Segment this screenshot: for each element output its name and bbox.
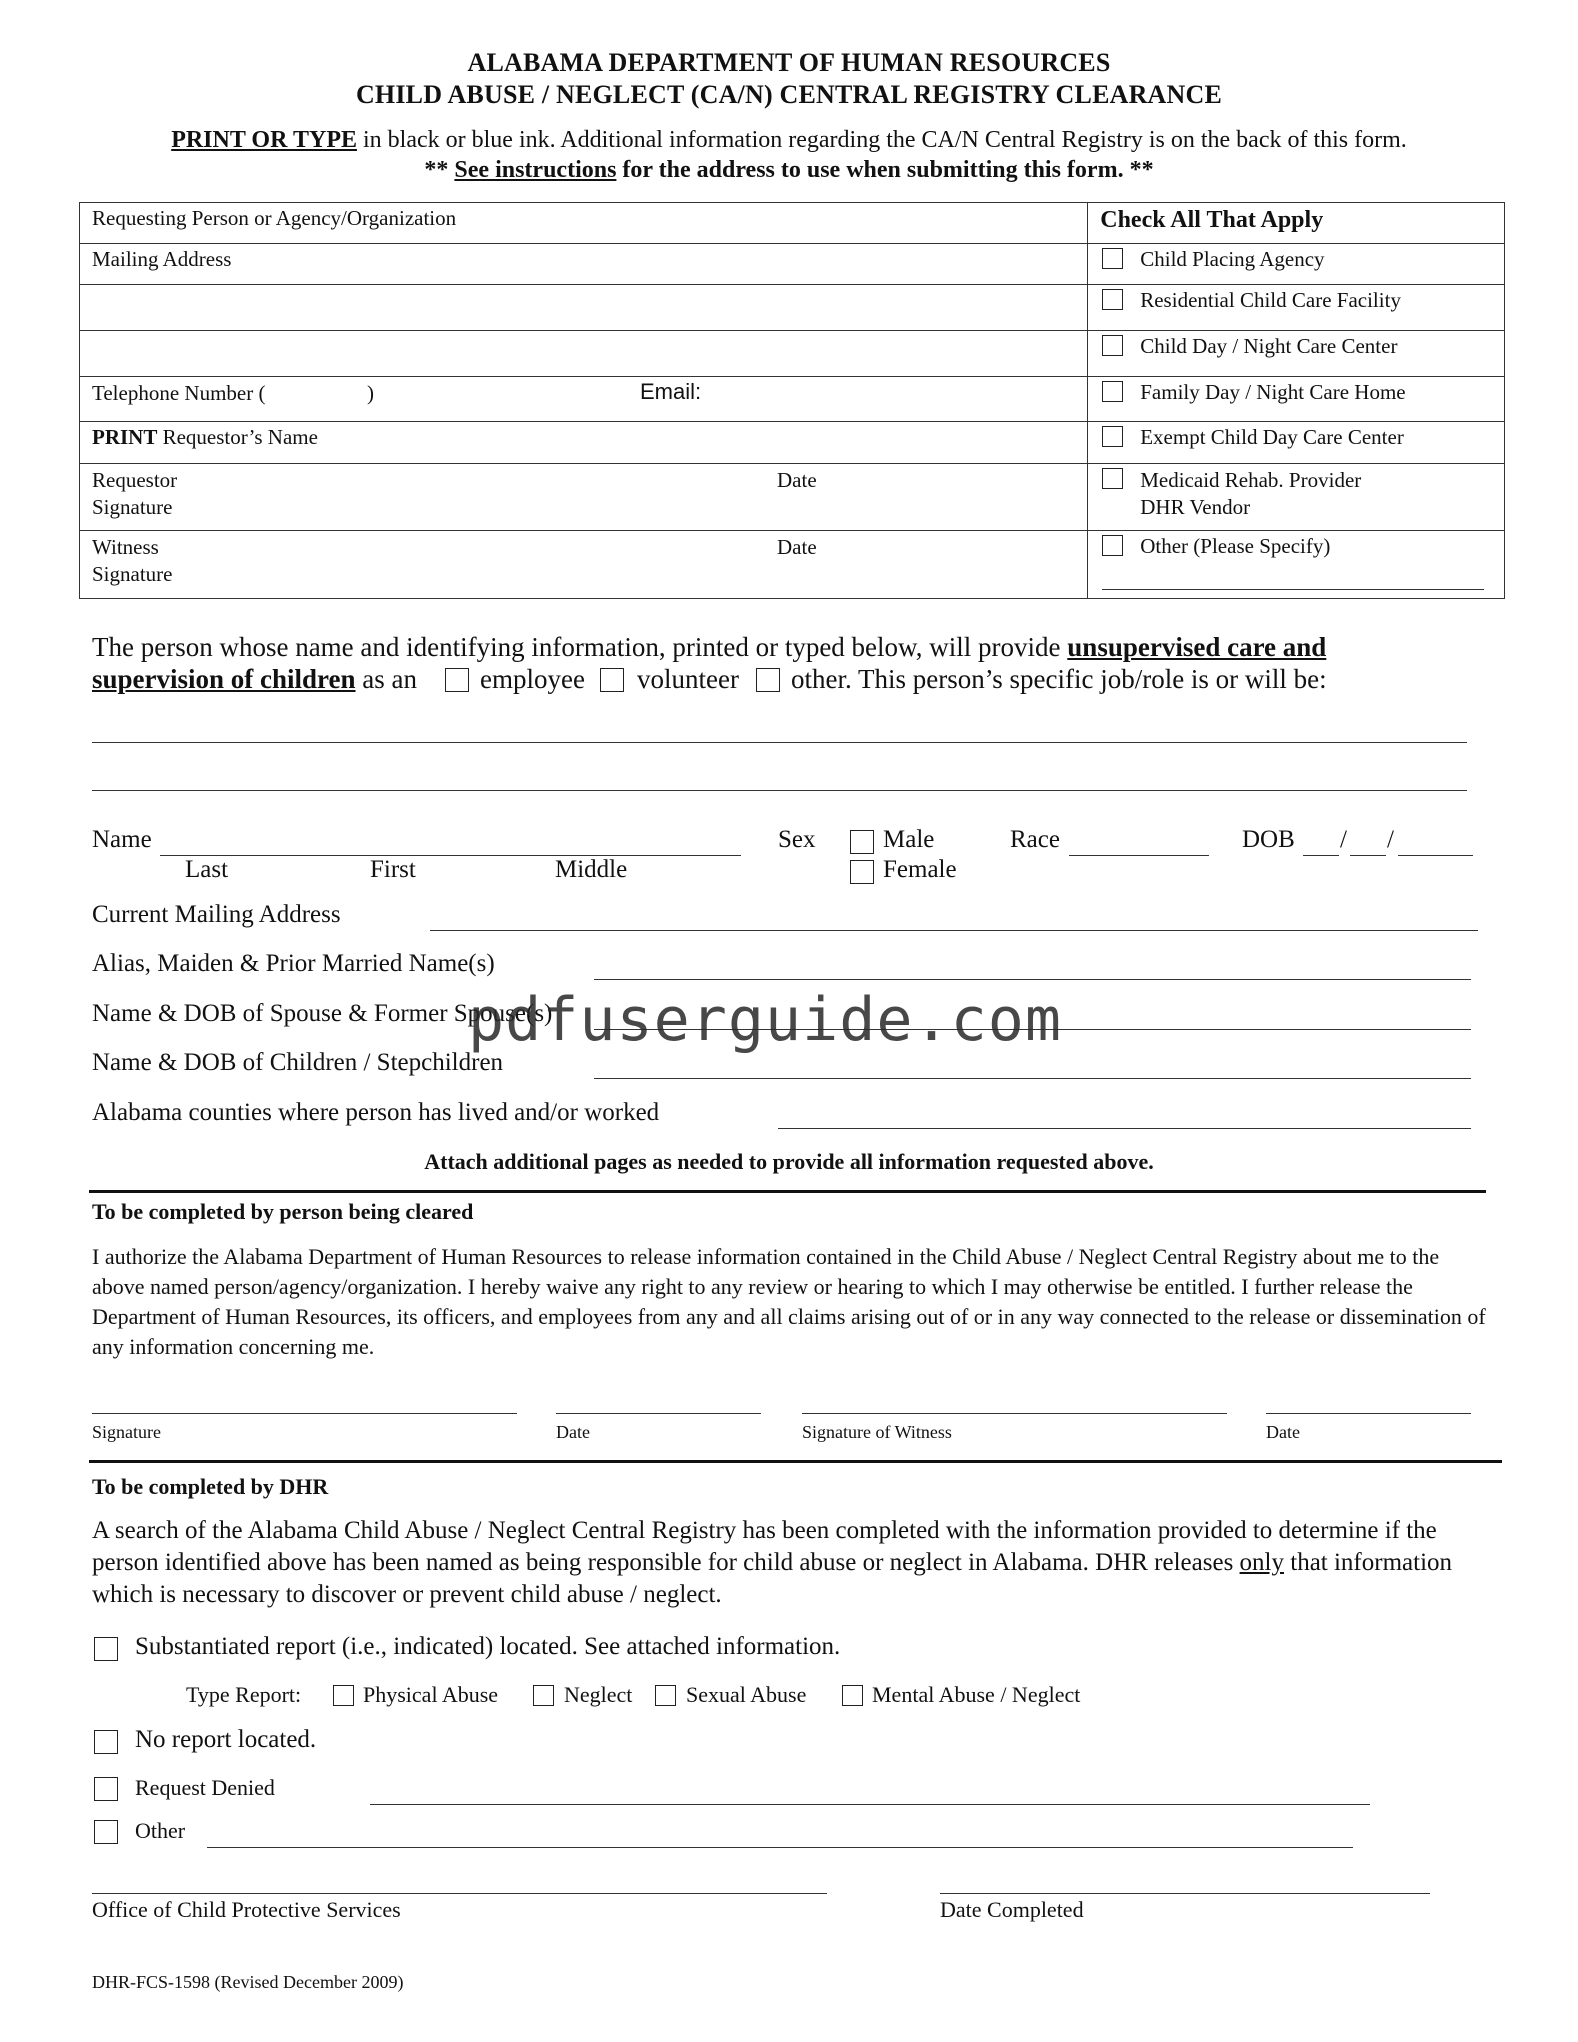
email-label: Email: <box>640 379 702 404</box>
care-intro-text: The person whose name and identifying information, printed or typed below, will provide <box>92 632 1068 662</box>
care-intro-line2 <box>92 664 417 695</box>
type-report-label: Type Report: <box>186 1682 302 1707</box>
requestor-table <box>79 202 1505 599</box>
option-family-home: Family Day / Night Care Home <box>1140 380 1406 404</box>
checkbox-request-denied[interactable] <box>94 1777 118 1801</box>
form-title-line2: CHILD ABUSE / NEGLECT (CA/N) CENTRAL REGISTRY CLEARANCE <box>355 80 1223 109</box>
dob-slash-2: / <box>1387 826 1394 853</box>
form-id: DHR-FCS-1598 (Revised December 2009) <box>92 1972 404 1992</box>
physical-abuse-label: Physical Abuse <box>363 1682 499 1707</box>
signature-witness-label: Signature of Witness <box>802 1422 952 1442</box>
checkbox-neglect[interactable] <box>533 1685 554 1706</box>
checkbox-mental-abuse[interactable] <box>842 1685 863 1706</box>
checkbox-residential[interactable] <box>1102 289 1123 310</box>
male-label: Male <box>883 826 935 853</box>
checkbox-day-night-center[interactable] <box>1102 335 1123 356</box>
signature-label: Signature <box>92 1422 161 1442</box>
ink-instructions: in black or blue ink. Additional information regarding the CA/N Central Registry is on the back of this form. <box>357 127 1407 153</box>
checkbox-child-placing[interactable] <box>1102 248 1123 269</box>
witness-signature-label-1: Witness <box>92 535 159 559</box>
requestor-signature-label-2: Signature <box>92 495 173 519</box>
substantiated-label: Substantiated report (i.e., indicated) located. See attached information. <box>135 1633 841 1660</box>
date-label-2: Date <box>1266 1422 1300 1442</box>
requesting-person-field[interactable] <box>80 203 1088 244</box>
employee-label: employee <box>480 664 585 694</box>
dhr-other-label: Other <box>135 1818 186 1843</box>
checkbox-volunteer[interactable] <box>600 668 624 692</box>
section-divider-2 <box>89 1460 1502 1463</box>
race-label: Race <box>1010 826 1060 853</box>
date-label: Date <box>556 1422 590 1442</box>
dhr-heading: To be completed by DHR <box>92 1474 329 1499</box>
neglect-label: Neglect <box>564 1682 633 1707</box>
sex-label: Sex <box>778 826 816 853</box>
name-label: Name <box>92 826 152 853</box>
care-intro-underline-2: supervision of children <box>92 664 356 694</box>
dhr-text-only: only <box>1239 1549 1284 1576</box>
print-instructions <box>0 127 1578 154</box>
dhr-other-line[interactable] <box>207 1847 1353 1848</box>
checkbox-other-agency[interactable] <box>1102 535 1123 556</box>
dob-day-line[interactable] <box>1350 855 1386 856</box>
print-label: PRINT <box>92 425 158 449</box>
checkbox-dhr-other[interactable] <box>94 1820 118 1844</box>
checkbox-substantiated[interactable] <box>94 1637 118 1661</box>
form-title-line1: ALABAMA DEPARTMENT OF HUMAN RESOURCES <box>467 48 1111 77</box>
sexual-abuse-label: Sexual Abuse <box>686 1682 807 1707</box>
check-all-header <box>1088 203 1505 244</box>
mental-abuse-label: Mental Abuse / Neglect <box>872 1682 1081 1707</box>
requestor-signature-label-1: Requestor <box>92 468 178 492</box>
option-exempt: Exempt Child Day Care Center <box>1140 425 1404 449</box>
other-specify-line[interactable] <box>1102 589 1484 590</box>
current-mailing-label: Current Mailing Address <box>92 901 341 928</box>
option-cell-3[interactable] <box>1088 331 1505 377</box>
checkbox-male[interactable] <box>850 830 874 854</box>
request-denied-label: Request Denied <box>135 1775 275 1800</box>
mailing-address-line3[interactable] <box>80 331 1088 377</box>
middle-label: Middle <box>555 856 628 883</box>
race-line[interactable] <box>1069 855 1209 856</box>
witness-signature-label-2: Signature <box>92 562 173 586</box>
option-cell-5[interactable] <box>1088 422 1505 464</box>
authorization-heading: To be completed by person being cleared <box>92 1199 474 1224</box>
checkbox-exempt[interactable] <box>1102 426 1123 447</box>
dob-year-line[interactable] <box>1398 855 1473 856</box>
last-label: Last <box>185 856 229 883</box>
requestor-name-field[interactable] <box>80 422 1088 464</box>
requesting-person-label: Requesting Person or Agency/Organization <box>92 206 457 230</box>
checkbox-family-home[interactable] <box>1102 381 1123 402</box>
dob-slash-1: / <box>1340 826 1347 853</box>
dhr-text-1: A search of the Alabama Child Abuse / Neglect Central Registry has been completed with the information provided to determine if the person identified above has been named as being responsible for child abuse or neglect in Alabama. DHR releases <box>92 1517 1437 1576</box>
checkbox-no-report[interactable] <box>94 1730 118 1754</box>
job-role-line-2[interactable] <box>92 790 1467 791</box>
option-cell-7[interactable] <box>1088 531 1505 599</box>
children-line[interactable] <box>594 1078 1471 1079</box>
telephone-email-field[interactable] <box>80 377 1088 422</box>
checkbox-sexual-abuse[interactable] <box>655 1685 676 1706</box>
witness-signature-field[interactable] <box>80 531 1088 599</box>
option-cell-2[interactable] <box>1088 285 1505 331</box>
option-residential: Residential Child Care Facility <box>1140 288 1401 312</box>
note-suffix: for the address to use when submitting this form. ** <box>616 157 1154 183</box>
watermark-text: pdfuserguide.com <box>468 985 1062 1055</box>
option-cell-6[interactable] <box>1088 464 1505 531</box>
care-intro <box>92 631 1532 664</box>
checkbox-employee[interactable] <box>445 668 469 692</box>
witness-date-line[interactable] <box>1266 1413 1471 1414</box>
option-child-placing: Child Placing Agency <box>1140 247 1325 271</box>
other-role-label: other. This person’s specific job/role is or will be: <box>791 664 1327 694</box>
option-day-night-center: Child Day / Night Care Center <box>1140 334 1398 358</box>
counties-label: Alabama counties where person has lived and/or worked <box>92 1099 660 1126</box>
checkbox-medicaid[interactable] <box>1102 468 1123 489</box>
instructions-note <box>0 157 1578 184</box>
see-instructions-link[interactable]: See instructions <box>454 157 617 183</box>
checkbox-female[interactable] <box>850 860 874 884</box>
mailing-address-label: Mailing Address <box>92 247 232 271</box>
signature-line[interactable] <box>92 1413 517 1414</box>
mailing-address-line2[interactable] <box>80 285 1088 331</box>
female-label: Female <box>883 856 957 883</box>
office-line[interactable] <box>92 1893 827 1894</box>
counties-line[interactable] <box>778 1128 1471 1129</box>
check-all-label: Check All That Apply <box>1100 207 1324 233</box>
alias-line[interactable] <box>594 979 1471 980</box>
option-medicaid: Medicaid Rehab. Provider <box>1140 468 1362 492</box>
name-line[interactable] <box>160 855 741 856</box>
attach-note: Attach additional pages as needed to provide all information requested above. <box>424 1149 1154 1174</box>
option-other: Other (Please Specify) <box>1140 534 1331 558</box>
date-line[interactable] <box>556 1413 761 1414</box>
dob-month-line[interactable] <box>1303 855 1339 856</box>
note-prefix: ** <box>424 157 455 183</box>
date-completed-line[interactable] <box>940 1893 1430 1894</box>
office-label: Office of Child Protective Services <box>92 1897 401 1922</box>
section-divider-1 <box>89 1190 1486 1193</box>
option-medicaid-line2: DHR Vendor <box>1140 495 1251 519</box>
authorization-text: I authorize the Alabama Department of Human Resources to release information contained in the Child Abuse / Neglect Central Registry about me to the above named person/agency/organization. I hereby waive any right to any review or hearing to which I may otherwise be entitled. I further release the Department of Human Resources, its officers, and employees from any and all claims arising out of or in any way connected to the release or dissemination of any information concerning me. <box>92 1244 1486 1359</box>
dob-label: DOB <box>1242 826 1295 853</box>
dhr-text-2: that information which is necessary to discover or prevent child abuse / neglect. <box>92 1549 1453 1608</box>
children-label: Name & DOB of Children / Stepchildren <box>92 1049 504 1076</box>
mailing-address-field[interactable] <box>80 244 1088 285</box>
telephone-close: ) <box>367 381 374 405</box>
requestor-name-label: Requestor’s Name <box>157 425 318 449</box>
checkbox-physical-abuse[interactable] <box>333 1685 354 1706</box>
dhr-text <box>92 1515 1502 1611</box>
spouse-label: Name & DOB of Spouse & Former Spouse(s) <box>92 1000 553 1027</box>
care-intro-underline-1: unsupervised care and <box>1067 632 1327 662</box>
requestor-signature-field[interactable] <box>80 464 1088 531</box>
witness-date-label: Date <box>777 535 817 559</box>
checkbox-other-role[interactable] <box>756 668 780 692</box>
option-cell-1[interactable] <box>1088 244 1505 285</box>
telephone-label: Telephone Number ( <box>92 381 266 405</box>
current-mailing-line[interactable] <box>430 930 1478 931</box>
requestor-date-label: Date <box>777 468 817 492</box>
no-report-label: No report located. <box>135 1726 317 1753</box>
first-label: First <box>370 856 416 883</box>
job-role-line-1[interactable] <box>92 742 1467 743</box>
witness-signature-line[interactable] <box>802 1413 1227 1414</box>
request-denied-line[interactable] <box>370 1804 1370 1805</box>
date-completed-label: Date Completed <box>940 1897 1084 1922</box>
print-or-type-label: PRINT OR TYPE <box>171 127 357 153</box>
volunteer-label: volunteer <box>637 664 739 694</box>
option-cell-4[interactable] <box>1088 377 1505 422</box>
as-an: as an <box>355 664 418 694</box>
alias-label: Alias, Maiden & Prior Married Name(s) <box>92 950 495 977</box>
